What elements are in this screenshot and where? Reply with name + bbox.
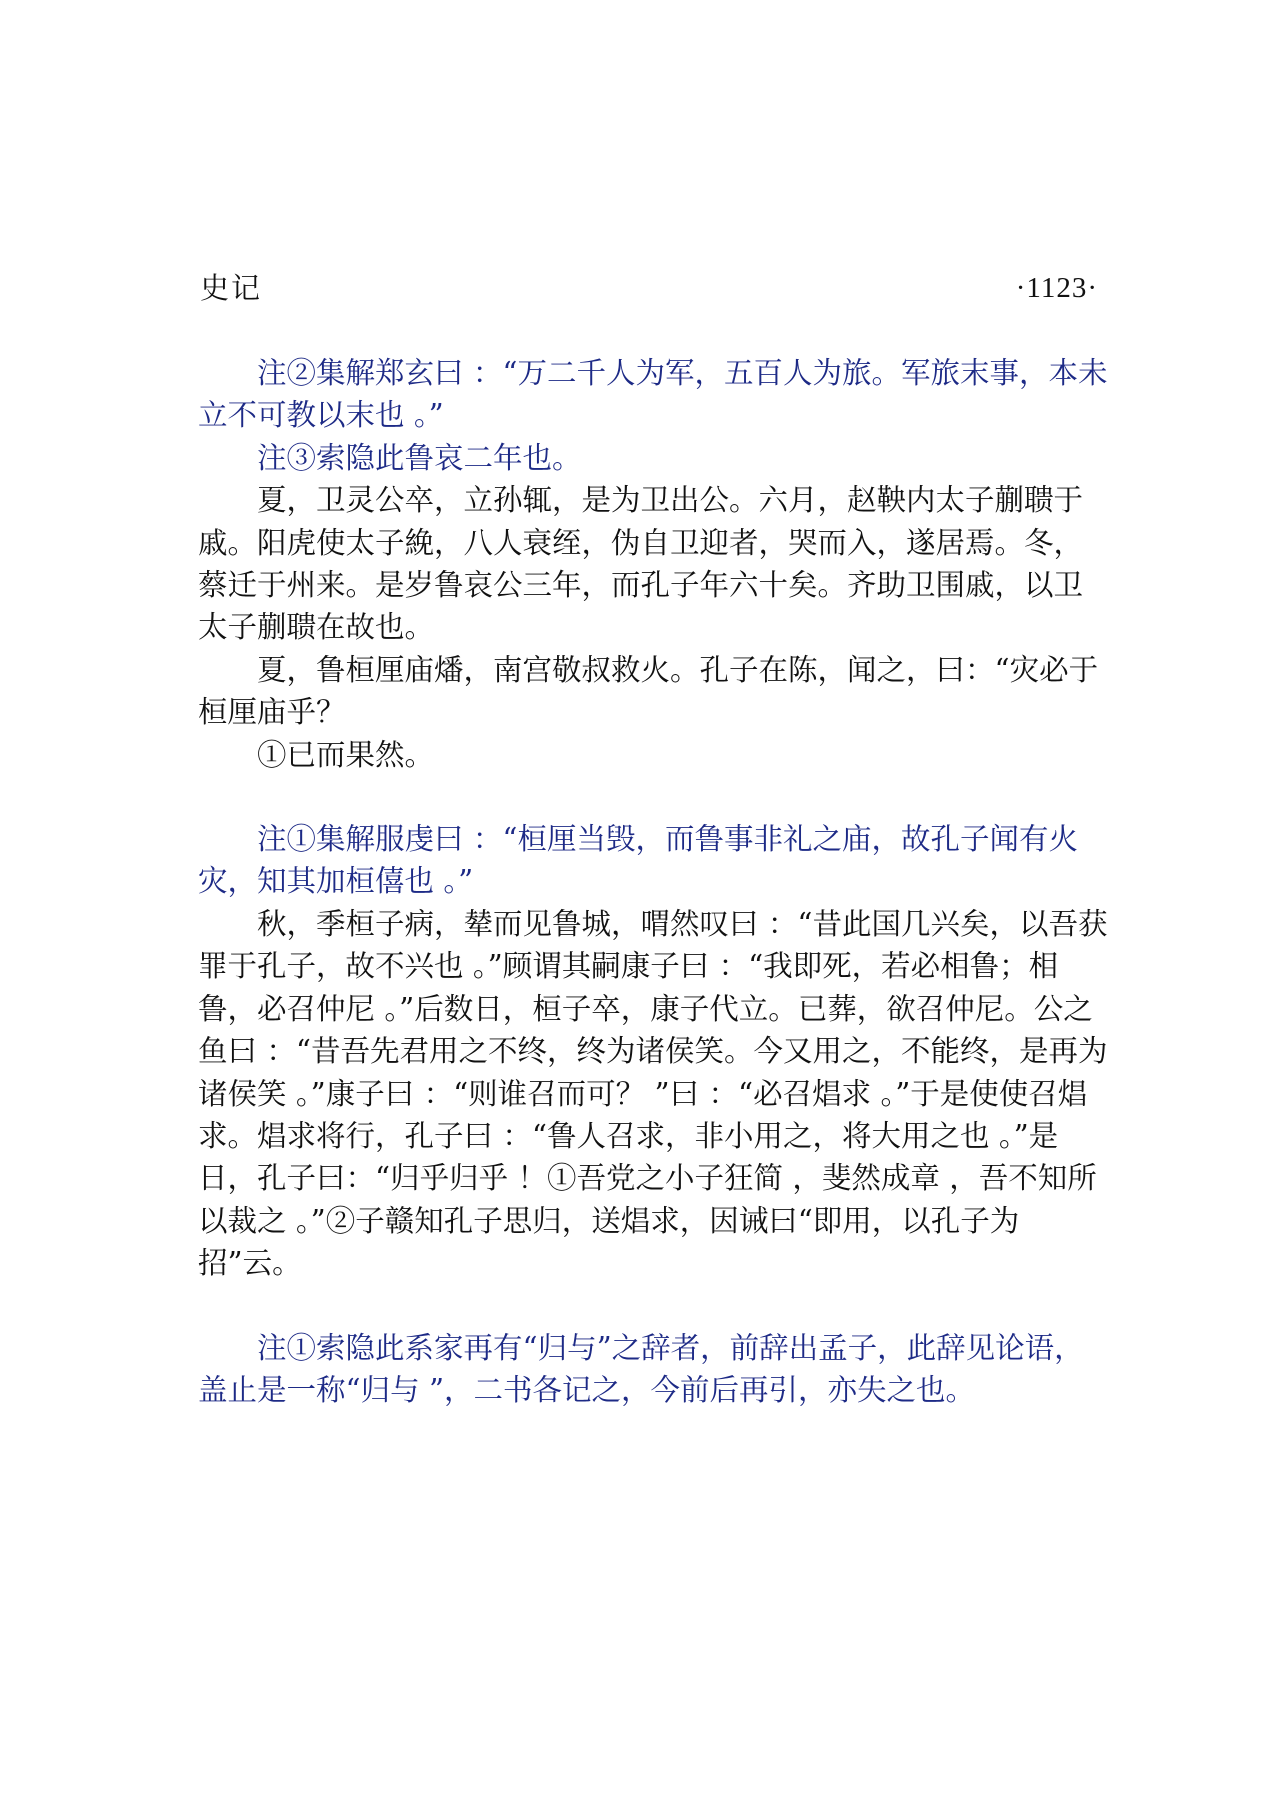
annotation-note: 注③索隐此鲁哀二年也。	[257, 440, 582, 475]
body-paragraph: ①已而果然。	[257, 737, 435, 772]
body-paragraph: 夏，卫灵公卒，立孙辄，是为卫出公。六月，赵鞅内太子蒯聩于戚。阳虎使太子絻，八人衰绖，伪自卫迎者，哭而入，遂居焉。冬，蔡迁于州来。是岁鲁哀公三年，而孔子年六十矣。齐助卫围戚，以卫太子蒯聩在故也。	[198, 483, 1084, 645]
body-paragraph: 夏，鲁桓厘庙燔，南宫敬叔救火。孔子在陈，闻之，曰：“灾必于桓厘庙乎？	[198, 652, 1099, 730]
page-number: ·1123·	[1015, 272, 1098, 304]
page-body	[198, 352, 1108, 1411]
body-paragraph: 秋，季桓子病，辇而见鲁城，喟然叹曰 ：“昔此国几兴矣，以吾获罪于孔子，故不兴也 。”顾谓其嗣康子曰 ：“我即死，若必相鲁；相鲁，必召仲尼 。”后数日，桓子卒，康子代立。已葬，欲召仲尼。公之鱼曰 ：“昔吾先君用之不终，终为诸侯笑。今又用之，不能终，是再为诸侯笑 。”康子曰 ：“则谁召而可？ ”曰 ：“必召焻求 。”于是使使召焻求。焻求将行，孔子曰 ：“鲁人召求，非小用之，将大用之也 。”是日，孔子曰：“归乎归乎 ！①吾党之小子狂简 ，斐然成章 ，吾不知所以裁之 。”②子赣知孔子思归，送焻求，因诫曰“即用，以孔子为招”云。	[198, 906, 1108, 1281]
page-header	[200, 268, 1098, 308]
annotation-note: 注①索隐此系家再有“归与”之辞者，前辞出孟子，此辞见论语，盖止是一称“归与 ”，二书各记之，今前后再引，亦失之也。	[198, 1330, 1084, 1407]
book-title: 史记	[200, 271, 263, 305]
annotation-note: 注①集解服虔曰 ：“桓厘当毁，而鲁事非礼之庙，故孔子闻有火灾，知其加桓僖也 。”	[198, 822, 1078, 899]
annotation-note: 注②集解郑玄曰 ：“万二千人为军，五百人为旅。军旅末事，本未立不可教以末也 。”	[198, 356, 1108, 433]
